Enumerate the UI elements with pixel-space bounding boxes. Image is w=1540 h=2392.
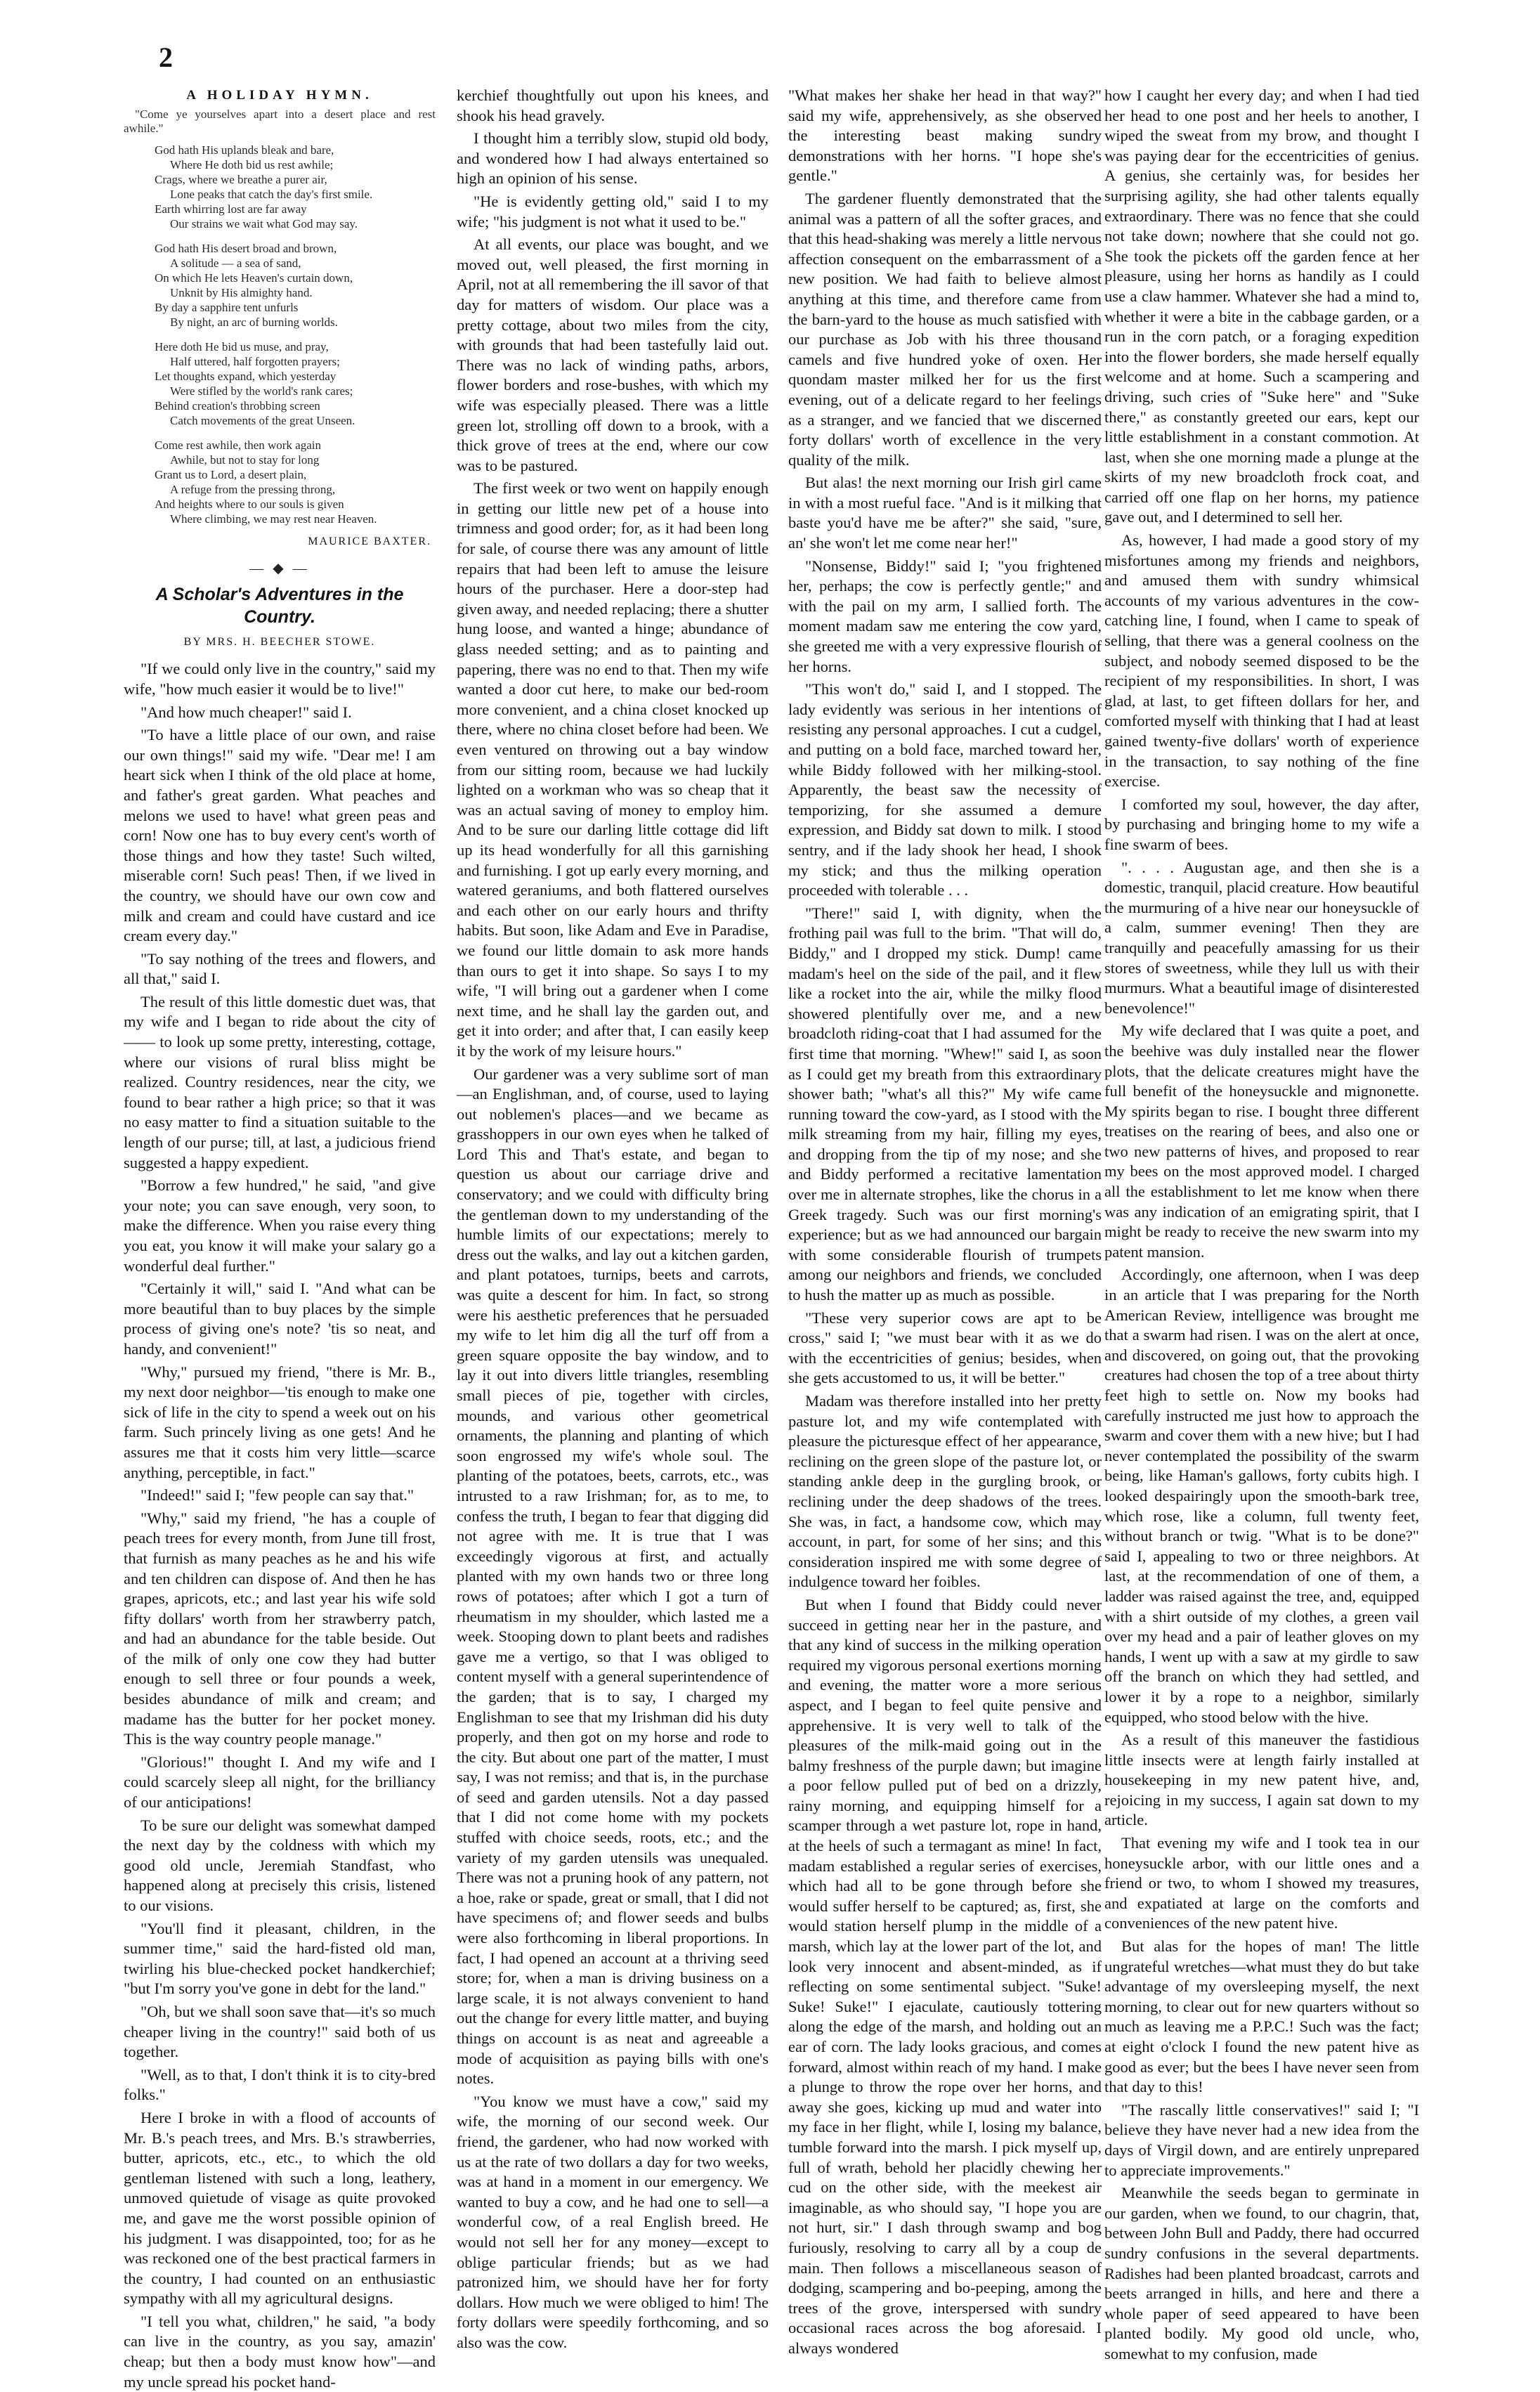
poem-line: Catch movements of the great Unseen.: [170, 413, 355, 427]
poem-line: Come rest awhile, then work again: [155, 438, 321, 452]
poem-stanza: [155, 438, 436, 526]
poem-line: A solitude — a sea of sand,: [170, 256, 301, 270]
paragraph: As a result of this maneuver the fastidious little insects were at length fairly installed at housekeeping in my new patent hive, and, rejoicing in my success, I again sat down to my article.: [1104, 1731, 1419, 1829]
paragraph: "This won't do," said I, and I stopped. The lady evidently was serious in her intentions of resisting any personal approaches. I cut a cudgel, and putting on a bold face, marched toward her, while Biddy followed with her milking-stool. Apparently, the beast saw the necessity of temporizing, for she assumed a demure expression, and Biddy sat down to milk. I stood sentry, and if the lady shook her head, I shook my stick; and thus the milking operation proceeded with tolerable . . .: [788, 680, 1102, 899]
poem-line: Our strains we wait what God may say.: [170, 216, 358, 230]
paragraph: "He is evidently getting old," said I to my wife; "his judgment is not what it used to be.": [457, 192, 769, 230]
paragraph: Accordingly, one afternoon, when I was deep in an article that I was preparing for the North American Review, intelligence was brought me that a swarm had risen. I was on the alert at once, and discovered, on going out, that the provoking creatures had chosen the top of a tree about thirty feet high to settle on. Now my books had carefully instructed me just how to approach the swarm and cover them with a new hive; but I had never contemplated the possibility of the swarm being, like Haman's gallows, forty cubits high. I looked despairingly upon the smooth-bark tree, which rose, like a column, full twenty feet, without branch or twig. "What is to be done?" said I, appealing to two or three neighbors. At last, at the recommendation of one of them, a ladder was raised against the tree, and, equipped with a shirt outside of my clothes, a green vail over my head and a pair of leather gloves on my hands, I went up with a saw at my girdle to saw off the branch on which they had settled, and lower it by a rope to a neighbor, similarly equipped, who stood below with the hive.: [1104, 1266, 1419, 1726]
paragraph: how I caught her every day; and when I had tied her head to one post and her heels to another, I wiped the sweat from my brow, and thought I was paying dear for the eccentricities of genius. A genius, she certainly was, for besides her surprising agility, she had other talents equally extraordinary. There was no fence that she could not take down; nowhere that she could not go. She took the pickets off the garden fence at her pleasure, using her horns as handily as I could use a claw hammer. Whatever she had a mind to, whether it were a bite in the cabbage garden, or a run in the corn patch, or a foraging expedition into the flower borders, she made herself equally welcome and at home. Such a scampering and driving, such cries of "Suke here" and "Suke there," as constantly greeted our ears, kept our little establishment in a constant commotion. At last, when she one morning made a plunge at the skirts of my new broadcloth frock coat, and carried off one flap on her horns, my patience gave out, and I determined to sell her.: [1104, 86, 1419, 526]
paragraph: "Certainly it will," said I. "And what can be more beautiful than to buy places by the simple process of giving one's note? 'tis so neat, and handy, and convenient!": [124, 1280, 436, 1358]
poem-line: Where climbing, we may rest near Heaven.: [170, 512, 377, 526]
page-number: 2: [159, 41, 174, 73]
poem-line: Half uttered, half forgotten prayers;: [170, 354, 340, 368]
paragraph: "Glorious!" thought I. And my wife and I could scarcely sleep all night, for the brilliancy of our anticipations!: [124, 1753, 436, 1812]
paragraph: To be sure our delight was somewhat damped the next day by the coldness with which my good old uncle, Jeremiah Standfast, who happened along at precisely this crisis, listened to our visions.: [124, 1816, 436, 1914]
paragraph: "What makes her shake her head in that way?" said my wife, apprehensively, as she observed the interesting beast making sundry demonstrations with her horns. "I hope she's gentle.": [788, 86, 1102, 185]
paragraph: "Indeed!" said I; "few people can say that.": [141, 1486, 415, 1504]
poem-line: Were stifled by the world's rank cares;: [170, 384, 353, 398]
story-byline: BY MRS. H. BEECHER STOWE.: [183, 635, 376, 648]
paragraph: Madam was therefore installed into her pretty pasture lot, and my wife contemplated with pleasure the picturesque effect of her appearance, reclining on the green slope of the pasture lot, or standing ankle deep in the gurgling brook, or reclining under the deep shadows of the trees. She was, in fact, a handsome cow, which may account, in part, for some of her sins; and this consideration inspired me with some degree of indulgence toward her foibles.: [788, 1392, 1102, 1591]
poem-line: Lone peaks that catch the day's first smile.: [170, 187, 373, 201]
poem-stanza: [155, 241, 436, 330]
paragraph: "Oh, but we shall soon save that—it's so much cheaper living in the country!" said both of us together.: [124, 2002, 436, 2061]
poem-line: God hath His desert broad and brown,: [155, 241, 337, 255]
poem-line: Unknit by His almighty hand.: [170, 285, 313, 299]
paragraph: "Why," pursued my friend, "there is Mr. B., my next door neighbor—'tis enough to make one sick of life in the city to spend a week out on his farm. Such princely living as one gets! And he assures me that it costs him very little—scarce anything, perceptible, in fact.": [124, 1363, 436, 1481]
poem-author: MAURICE BAXTER.: [308, 535, 431, 547]
poem-line: Grant us to Lord, a desert plain,: [155, 467, 307, 481]
poem-line: A refuge from the pressing throng,: [170, 482, 336, 496]
paragraph: I thought him a terribly slow, stupid old body, and wondered how I had always entertained so high an opinion of his sense.: [457, 129, 769, 188]
paragraph: Meanwhile the seeds began to germinate in our garden, when we found, to our chagrin, that, between John Bull and Paddy, there had occurred sundry confusions in the several departments. Radishes had been planted broadcast, carrots and beets arranged in hills, and here and there a whole paper of seed appeared to have been planted bodily. My good old uncle, who, somewhat to my confusion, made: [1104, 2184, 1419, 2362]
poem-stanza: [155, 339, 436, 428]
paragraph: "If we could only live in the country," said my wife, "how much easier it would be to live!": [124, 660, 436, 698]
paragraph: The result of this little domestic duet was, that my wife and I began to ride about the city of —— to look up some pretty, interesting, cottage, where our visions of rural bliss might be realized. Country residences, near the city, we found to bear rather a high price; so that it was no easy matter to find a situation suitable to the length of our purse; till, at last, a judicious friend suggested a happy expedient.: [124, 992, 436, 1171]
story-title: A Scholar's Adventures in the Country.: [155, 584, 404, 627]
poem-epigraph: "Come ye yourselves apart into a desert place and rest awhile.": [124, 107, 436, 135]
paragraph: "I tell you what, children," he said, "a body can live in the country, as you say, amazin' cheap; but then a body must know how"—and my uncle spread his pocket hand-: [124, 2312, 436, 2391]
paragraph: "The rascally little conservatives!" said I; "I believe they have never had a new idea from the days of Virgil down, and are entirely unprepared to appreciate improvements.": [1104, 2100, 1419, 2179]
poem-line: Let thoughts expand, which yesterday: [155, 369, 337, 383]
poem-title: A HOLIDAY HYMN.: [186, 88, 373, 103]
poem-line: Awhile, but not to stay for long: [170, 453, 320, 467]
paragraph: "These very superior cows are apt to be cross," said I; "we must bear with it as we do with the eccentricities of genius; besides, when she gets accustomed to us, it will be better.": [788, 1308, 1102, 1387]
paragraph: "Well, as to that, I don't think it is to city-bred folks.": [124, 2065, 436, 2104]
paragraph: "Why," said my friend, "he has a couple of peach trees for every month, from June till frost, that furnish as many peaches as he and his wife and ten children can dispose of. And then he has grapes, apricots, etc.; and last year his wife sold fifty dollars' worth from her strawberry patch, and had an abundance for the table beside. Out of the milk of only one cow they had butter enough to sell three or four pounds a week, besides abundance of milk and cream; and madame has the butter for her pocket money. This is the way country people manage.": [124, 1509, 436, 1748]
paragraph: "Nonsense, Biddy!" said I; "you frightened her, perhaps; the cow is perfectly gentle;" and with the pail on my arm, I sallied forth. The moment madam saw me entering the cow yard, she greeted me with a very expressive flourish of her horns.: [788, 557, 1102, 675]
poem-line: By night, an arc of burning worlds.: [170, 315, 338, 329]
poem-line: On which He lets Heaven's curtain down,: [155, 271, 353, 285]
paragraph: "To say nothing of the trees and flowers, and all that," said I.: [124, 949, 436, 988]
paragraph: kerchief thoughtfully out upon his knees, and shook his head gravely.: [457, 86, 769, 124]
paragraph: I comforted my soul, however, the day after, by purchasing and bringing home to my wife a fine swarm of bees.: [1104, 795, 1419, 853]
paragraph: But alas for the hopes of man! The little ungrateful wretches—what must they do but take advantage of my oversleeping myself, the next morning, to clear out for new quarters without so much as leaving me a P.P.C.! Such was the fact; at eight o'clock I found the new patent hive as good as ever; but the bees I have never seen from that day to this!: [1104, 1937, 1419, 2096]
poem-line: God hath His uplands bleak and bare,: [155, 143, 334, 157]
paragraph: "There!" said I, with dignity, when the frothing pail was full to the brim. "That will do, Biddy," and I dropped my stick. Dump! came madam's heel on the side of the pail, and it flew like a rocket into the air, while the milky flood showered plentifully over me, and a new broadcloth riding-coat that I had assumed for the first time that morning. "Whew!" said I, as soon as I could get my breath from this extraordinary shower bath; "what's all this?" My wife came running toward the cow-yard, as I stood with the milk streaming from my hair, filling my eyes, and dropping from the tip of my nose; and she and Biddy performed a recitative lamentation over me in alternate strophes, like the chorus in a Greek tragedy. Such was our first morning's experience; but as we had announced our bargain with some considerable flourish of trumpets among our neighbors and friends, we concluded to hush the matter up as much as possible.: [788, 904, 1102, 1304]
paragraph: ". . . . Augustan age, and then she is a domestic, tranquil, placid creature. How beautiful the murmuring of a hive near our honeysuckle of a calm, summer evening! Then they are tranquilly and peacefully amassing for us their stores of sweetness, while they lull us with their murmurs. What a beautiful image of disinterested benevolence!": [1104, 858, 1419, 1017]
story-text-col2: [457, 86, 769, 2353]
poem-line: Behind creation's throbbing screen: [155, 398, 320, 412]
column-2: [457, 86, 769, 2351]
paragraph: As, however, I had made a good story of my misfortunes among my friends and neighbors, and amused them with sundry whimsical accounts of my various adventures in the cow-catching line, I found, when I came to speak of selling, that there was a general coolness on the subject, and nobody seemed disposed to be the recipient of my responsibilities. In short, I was glad, at last, to get fifteen dollars for her, and comforted myself with thinking that I had at least gained twenty-five dollars' worth of experience in the transaction, to say nothing of the fine exercise.: [1104, 531, 1419, 791]
paragraph: But alas! the next morning our Irish girl came in with a most rueful face. "And is it milking that baste you'd have me be after?" she said, "sure, an' she won't let me come near her!": [788, 474, 1102, 552]
poem-stanza: [155, 143, 436, 231]
paragraph: At all events, our place was bought, and we moved out, well pleased, the first morning in April, not at all remembering the ill savor of that day for matters of wisdom. Our place was a pretty cottage, about two miles from the city, with grounds that had been tastefully laid out. There was no lack of winding paths, arbors, flower borders and rose-bushes, with which my wife was especially pleased. There was a little green lot, strolling off down to a brook, with a thick grove of trees at the end, where our cow was to be pastured.: [457, 235, 769, 474]
paragraph: That evening my wife and I took tea in our honeysuckle arbor, with our little ones and a friend or two, to whom I showed my treasures, and expatiated at large on the comforts and conveniences of the new patent hive.: [1104, 1834, 1419, 1932]
poem-body: [124, 143, 436, 526]
column-1: [124, 86, 436, 2391]
paragraph: My wife declared that I was quite a poet, and the beehive was duly installed near the flower plots, that the delicate creatures might have the full benefit of the honeysuckle and mignonette. My spirits began to rise. I bought three different treatises on the rearing of bees, and also one or two new patterns of hives, and proposed to rear my bees on the most approved model. I charged all the establishment to let me know when there was any indication of an emigrating spirit, that I might be ready to receive the new swarm into my patent mansion.: [1104, 1022, 1419, 1261]
poem-line: By day a sapphire tent unfurls: [155, 300, 299, 314]
poem-line: Crags, where we breathe a purer air,: [155, 172, 327, 186]
column-4: [1104, 86, 1419, 2362]
paragraph: "Borrow a few hundred," he said, "and give your note; you can save enough, very soon, to make the difference. When you raise every thing you eat, you know it will make your salary go a wonderful deal further.": [124, 1176, 436, 1275]
paragraph: But when I found that Biddy could never succeed in getting near her in the pasture, and that any kind of success in the milking operation required my vigorous personal exertions morning and evening, the matter wore a more serious aspect, and I began to feel quite pensive and apprehensive. It is very well to talk of the pleasures of the milk-maid going out in the balmy freshness of the purple dawn; but imagine a poor fellow pulled put of bed on a drizzly, rainy morning, and equipping himself for a scamper through a wet pasture lot, rope in hand, at the heels of such a termagant as mine! In fact, madam established a regular series of exercises, which had all to be gone through before she would suffer herself to be captured; as, first, she would station herself plump in the middle of a marsh, which lay at the lower part of the lot, and look very innocent and absent-minded, as if reflecting on some sentimental subject. "Suke! Suke! Suke!" I ejaculate, cautiously tottering along the edge of the marsh, and holding out an ear of corn. The lady looks gracious, and comes forward, almost within reach of my hand. I make a plunge to throw the rope over her horns, and away she goes, kicking up mud and water into my face in her flight, while I, losing my balance, tumble forward into the marsh. I pick myself up, full of wrath, behold her placidly chewing her cud on the other side, with the meekest air imaginable, as who should say, "I hope you are not hurt, sir." I dash through swamp and bog furiously, resolving to carry all by a coup de main. Then follows a miscellaneous season of dodging, scampering and bo-peeping, among the trees of the grove, interspersed with sundry occasional races across the bog aforesaid. I always wondered: [788, 1595, 1102, 2357]
paragraph: "You'll find it pleasant, children, in the summer time," said the hard-fisted old man, twirling his blue-checked pocket handkerchief; "but I'm sorry you've gone in debt for the land.": [124, 1919, 436, 1998]
paragraph: Here I broke in with a flood of accounts of Mr. B.'s peach trees, and Mrs. B.'s strawberries, butter, apricots, etc., etc., to which the old gentleman listened with such a long, leathery, unmoved quietude of visage as quite provoked me, and gave me the worst possible opinion of his judgment. I was disappointed, too; for as he was reckoned one of the best practical farmers in the country, I had counted on an enthusiastic sympathy with all my agricultural designs.: [124, 2108, 436, 2308]
paragraph: "And how much cheaper!" said I.: [141, 703, 352, 721]
section-ornament: — ◆ —: [249, 561, 310, 577]
poem-line: Here doth He bid us muse, and pray,: [155, 339, 329, 353]
story-text-col3: [788, 86, 1102, 2359]
poem-line: Where He doth bid us rest awhile;: [170, 157, 334, 171]
poem-line: And heights where to our souls is given: [155, 497, 344, 511]
poem-line: Earth whirring lost are far away: [155, 202, 307, 216]
paragraph: The gardener fluently demonstrated that the animal was a pattern of all the softer graces, and that this head-shaking was merely a little nervous affection consequent on the embarrassment of a new position. We had faith to believe almost anything at this time, and therefore came from the barn-yard to the house as much satisfied with our purchase as Job with his three thousand camels and five hundred yoke of oxen. Her quondam master milked her for us the first evening, out of a delicate regard to her feelings as a stranger, and we fancied that we discerned forty dollars' worth of excellence in the very quality of the milk.: [788, 189, 1102, 469]
paragraph: The first week or two went on happily enough in getting our little new pet of a house into trimness and good order; for, as it had been long for sale, of course there was any amount of little repairs that had been left to amuse the leisure hours of the purchaser. Here a door-step had given away, and needed replacing; there a shutter hung loose, and wanted a hinge; abundance of glass needed setting; and as to painting and papering, there was no end to that. Then my wife wanted a door cut here, to make our bed-room more convenient, and a china closet knocked up there, where no china closet before had been. We even ventured on throwing out a bay window from our sitting room, because we had luckily lighted on a workman who was so cheap that it was an actual saving of money to employ him. And to be sure our darling little cottage did lift up its head wonderfully for all this garnishing and furnishing. I got up early every morning, and watered geraniums, and both flattered ourselves and each other on our early hours and thrifty habits. But soon, like Adam and Eve in Paradise, we found our little domain to ask more hands than ours to get it into shape. So says I to my wife, "I will bring out a gardener when I come next time, and he shall lay the garden out, and get it into order; and after that, I can easily keep it by the work of my leisure hours.": [457, 479, 769, 1060]
paragraph: "You know we must have a cow," said my wife, the morning of our second week. Our friend, the gardener, who had now worked with us at the rate of two dollars a day for two weeks, was at hand in a moment in our emergency. We wanted to buy a cow, and he had one to sell—a wonderful cow, of a real English breed. He would not sell her for any money—except to oblige particular friends; but as we had patronized him, we should have her for forty dollars. How much we were obliged to him! The forty dollars were speedily forthcoming, and so also was the cow.: [457, 2092, 769, 2351]
paragraph: Our gardener was a very sublime sort of man—an Englishman, and, of course, used to laying out noblemen's places—and we became as grasshoppers in our own eyes when he talked of Lord This and That's estate, and began to question us about our carriage drive and conservatory; and we could with difficulty bring the gentleman down to my understanding of the humble limits of our expectations; merely to dress out the walks, and lay out a kitchen garden, and plant potatoes, turnips, beets and carrots, was quite a descent for him. In fact, so strong were his aesthetic preferences that he persuaded my wife to let him dig all the turf off from a green square opposite the bay window, and to lay it out into divers little triangles, resembling small pieces of pie, together with circles, mounds, and various other geometrical ornaments, the planning and planting of which soon engrossed my wife's whole soul. The planting of the potatoes, beets, carrots, etc., was intrusted to a raw Irishman; for, as to me, to confess the truth, I began to fear that digging did not agree with me. It is true that I was exceedingly vigorous at first, and actually planted with my own hands two or three long rows of potatoes; after which I got a turn of rheumatism in my shoulder, which lasted me a week. Stooping down to plant beets and radishes gave me a vertigo, so that I was obliged to content myself with a general superintendence of the garden; that is to say, I charged my Englishman to see that my Irishman did his duty properly, and then got on my horse and rode to the city. But about one part of the matter, I must say, I was not remiss; and that is, in the purchase of seed and garden utensils. Not a day passed that I did not come home with my pockets stuffed with choice seeds, roots, etc.; and the variety of my garden utensils was unequaled. There was not a pruning hook of any pattern, not a hoe, rake or spade, great or small, that I did not have specimens of; and flower seeds and bulbs were also forthcoming in liberal proportions. In fact, I had opened an account at a thriving seed store; for, when a man is driving business on a large scale, it is not always convenient to hand out the change for every little matter, and buying things on account is as neat and agreeable a mode of acquisition as paying bills with one's notes.: [457, 1065, 769, 2088]
story-text-col4: [1104, 86, 1419, 2365]
column-3: [788, 86, 1102, 2357]
story-text-col1: [124, 659, 436, 2392]
paragraph: "To have a little place of our own, and raise our own things!" said my wife. "Dear me! I am heart sick when I think of the old place at home, and father's great garden. What peaches and melons we used to have! what green peas and corn! Now one has to buy every cent's worth of those things and how they taste! Such wilted, miserable corn! Such peas! Then, if we lived in the country, we should have our own cow and milk and cream and could have custard and ice cream every day.": [124, 726, 436, 945]
